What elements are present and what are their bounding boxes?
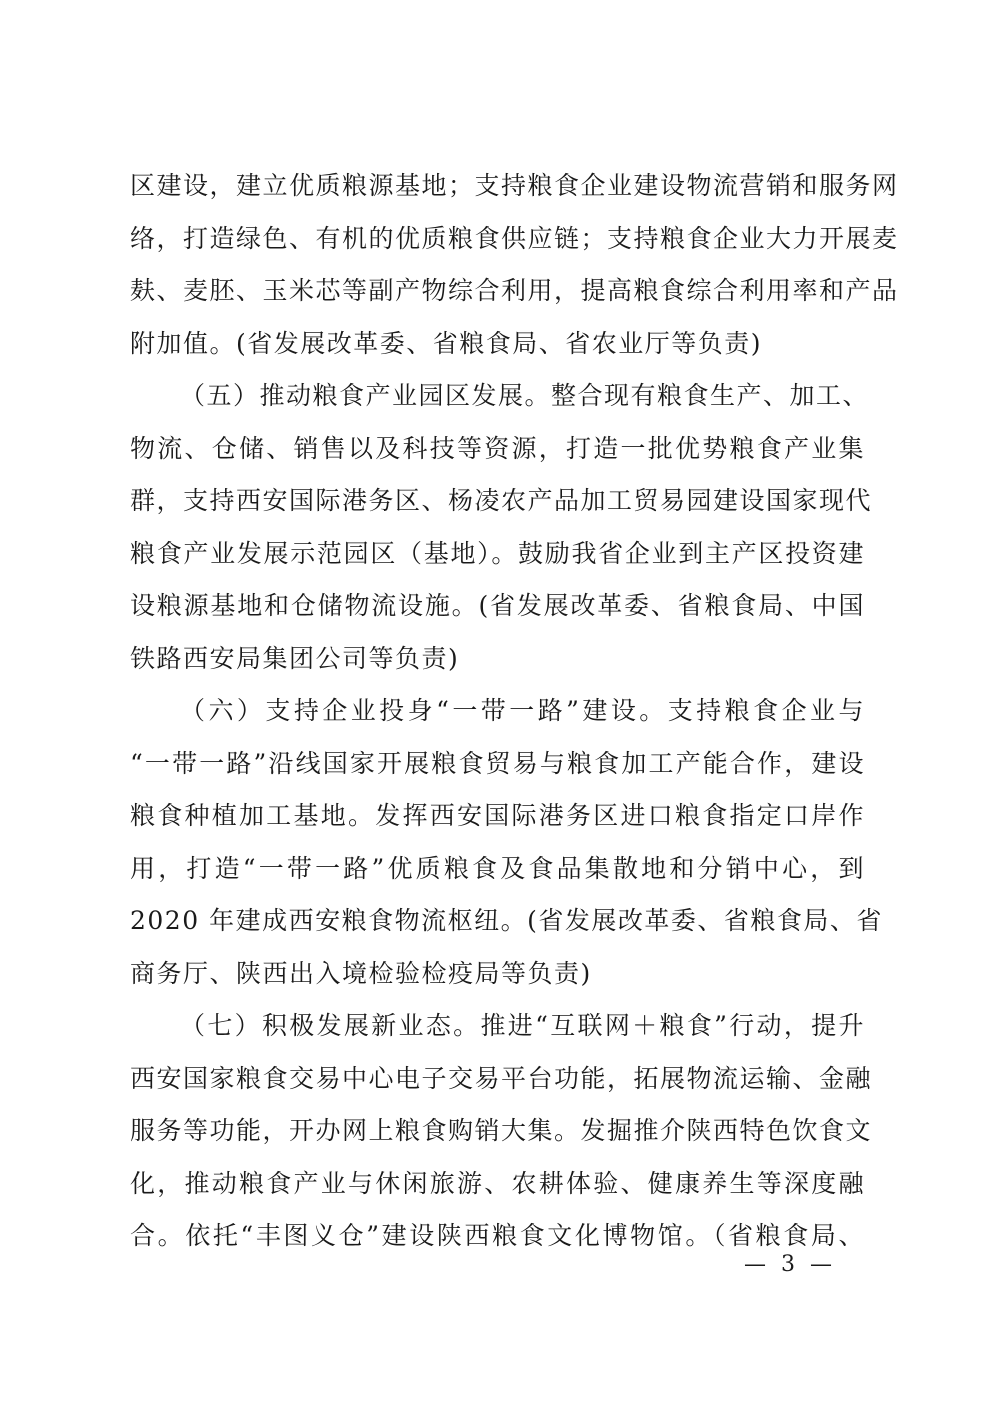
text-line: 粮食产业发展示范园区（基地）。鼓励我省企业到主产区投资建 (130, 538, 865, 568)
text-line: 合。依托“丰图义仓”建设陕西粮食文化博物馆。（省粮食局、 (130, 1221, 865, 1250)
text-line: 附加值。(省发展改革委、省粮食局、省农业厅等负责) (130, 328, 763, 358)
paragraph-section-7 (130, 1000, 873, 1263)
text-line: 西安国家粮食交易中心电子交易平台功能，拓展物流运输、金融 (130, 1063, 873, 1093)
text-line: “一带一路”沿线国家开展粮食贸易与粮食加工产能合作，建设 (130, 748, 865, 778)
text-line: （六）支持企业投身“一带一路”建设。支持粮食企业与 (180, 696, 865, 725)
paragraph-section-6 (130, 685, 883, 1000)
body-text (130, 160, 899, 1263)
text-line: 化，推动粮食产业与休闲旅游、农耕体验、健康养生等深度融 (130, 1168, 865, 1198)
text-line: （五）推动粮食产业园区发展。整合现有粮食生产、加工、 (180, 381, 870, 410)
text-line: （七）积极发展新业态。推进“互联网＋粮食”行动，提升 (180, 1011, 865, 1040)
text-line: 物流、仓储、销售以及科技等资源，打造一批优势粮食产业集 (130, 433, 865, 463)
page-number: — 3 — (744, 1252, 836, 1277)
text-line: 2020 年建成西安粮食物流枢纽。(省发展改革委、省粮食局、省 (130, 906, 883, 935)
text-line: 商务厅、陕西出入境检验检疫局等负责) (130, 958, 592, 988)
paragraph-section-5 (130, 370, 873, 685)
text-line: 络，打造绿色、有机的优质粮食供应链；支持粮食企业大力开展麦 (130, 223, 899, 253)
text-line: 粮食种植加工基地。发挥西安国际港务区进口粮食指定口岸作 (130, 801, 865, 830)
text-line: 用，打造“一带一路”优质粮食及食品集散地和分销中心，到 (130, 853, 865, 883)
text-line: 设粮源基地和仓储物流设施。(省发展改革委、省粮食局、中国 (130, 591, 865, 620)
text-line: 麸、麦胚、玉米芯等副产物综合利用，提高粮食综合利用率和产品 (130, 276, 899, 305)
text-line: 服务等功能，开办网上粮食购销大集。发掘推介陕西特色饮食文 (130, 1116, 873, 1145)
paragraph-continuation (130, 160, 899, 370)
text-line: 区建设，建立优质粮源基地；支持粮食企业建设物流营销和服务网 (130, 171, 899, 200)
text-line: 铁路西安局集团公司等负责) (130, 643, 460, 673)
text-line: 群，支持西安国际港务区、杨凌农产品加工贸易园建设国家现代 (130, 486, 873, 515)
